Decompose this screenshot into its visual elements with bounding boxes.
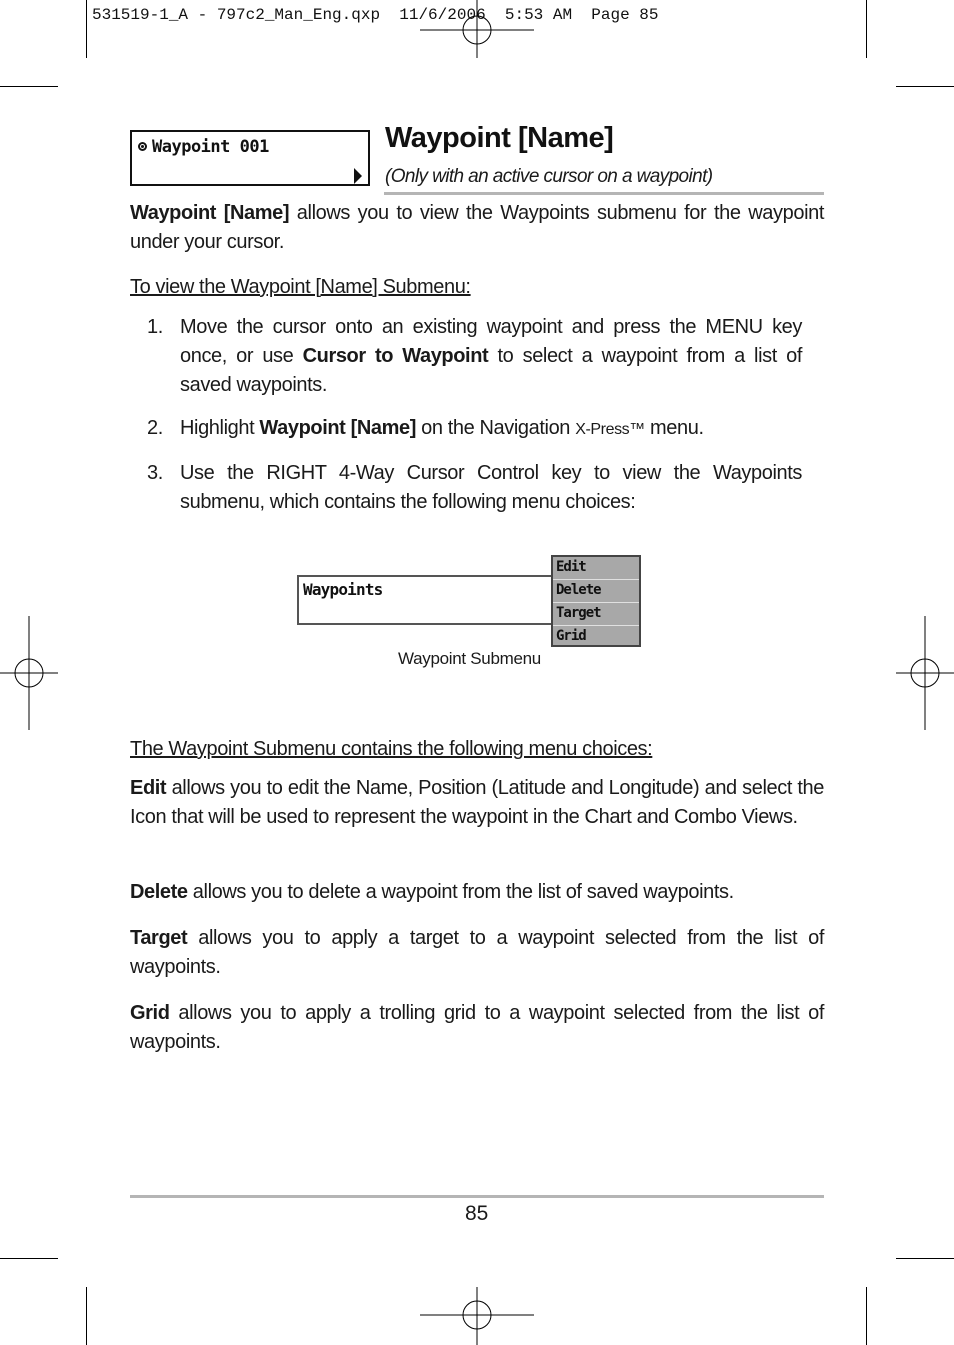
- intro-text: allows you to view the Waypoints submenu for the waypoint under your cursor.: [130, 202, 824, 253]
- step-number: 2.: [147, 417, 163, 439]
- step-number: 3.: [147, 462, 163, 484]
- submenu-arrow-icon: [354, 168, 362, 184]
- footer-divider: [130, 1195, 824, 1198]
- menu-item-delete: Delete: [553, 580, 639, 603]
- choice-term: Edit: [130, 777, 167, 799]
- menu-item-grid: Grid: [556, 628, 586, 644]
- step-text: to select a waypoint from a list of saved waypoints.: [180, 345, 802, 396]
- step-3: [147, 459, 802, 517]
- waypoint-screen-image: [130, 130, 370, 186]
- choice-target: [130, 924, 824, 982]
- step-text: Move the cursor onto an existing waypoint and press the MENU key once, or use: [180, 316, 802, 367]
- step-text: on the Navigation: [416, 417, 576, 439]
- choice-term: Delete: [130, 881, 188, 903]
- waypoint-icon: [138, 142, 147, 151]
- waypoints-screen: [297, 575, 551, 625]
- choice-grid: [130, 999, 824, 1057]
- submenu-list: [551, 555, 641, 647]
- choice-term: Grid: [130, 1002, 170, 1024]
- choice-term: Target: [130, 927, 188, 949]
- choice-text: allows you to edit the Name, Position (Latitude and Longitude) and select the Icon that will be used to represent the waypoint in the Chart and Combo Views.: [130, 777, 824, 828]
- page-title: Waypoint [Name]: [385, 122, 614, 154]
- step-1: [147, 313, 802, 400]
- waypoints-screen-label: Waypoints: [303, 580, 383, 599]
- choice-text: allows you to apply a target to a waypoint selected from the list of waypoints.: [130, 927, 824, 978]
- page-number: 85: [465, 1202, 489, 1225]
- choices-heading: The Waypoint Submenu contains the following menu choices:: [130, 738, 653, 760]
- page-subtitle: (Only with an active cursor on a waypoint): [385, 166, 713, 187]
- step-number: 1.: [147, 316, 163, 338]
- step-text: Highlight: [180, 417, 260, 439]
- choice-text: allows you to apply a trolling grid to a waypoint selected from the list of waypoints.: [130, 1002, 824, 1053]
- choice-edit: [130, 774, 824, 832]
- waypoint-screen-label: Waypoint 001: [152, 137, 269, 157]
- intro-paragraph: [130, 199, 824, 257]
- choice-text: allows you to delete a waypoint from the list of saved waypoints.: [187, 881, 734, 903]
- title-divider: [384, 192, 824, 195]
- xpress-label: X-Press™: [575, 421, 645, 438]
- procedure-heading: To view the Waypoint [Name] Submenu:: [130, 276, 471, 298]
- print-slug: 531519-1_A - 797c2_Man_Eng.qxp 11/6/2006 5:53 AM Page 85: [92, 6, 659, 24]
- step-text: Use the RIGHT 4-Way Cursor Control key to view the Waypoints submenu, which contains the following menu choices:: [180, 462, 802, 513]
- step-text: menu.: [644, 417, 704, 439]
- intro-term: Waypoint [Name]: [130, 202, 290, 224]
- menu-item-target: Target: [553, 603, 639, 626]
- figure-caption: Waypoint Submenu: [398, 649, 541, 668]
- choice-delete: [130, 878, 824, 907]
- step-term: Waypoint [Name]: [259, 417, 416, 439]
- step-2: [147, 414, 802, 444]
- step-term: Cursor to Waypoint: [302, 345, 489, 367]
- menu-item-edit: Edit: [553, 557, 639, 580]
